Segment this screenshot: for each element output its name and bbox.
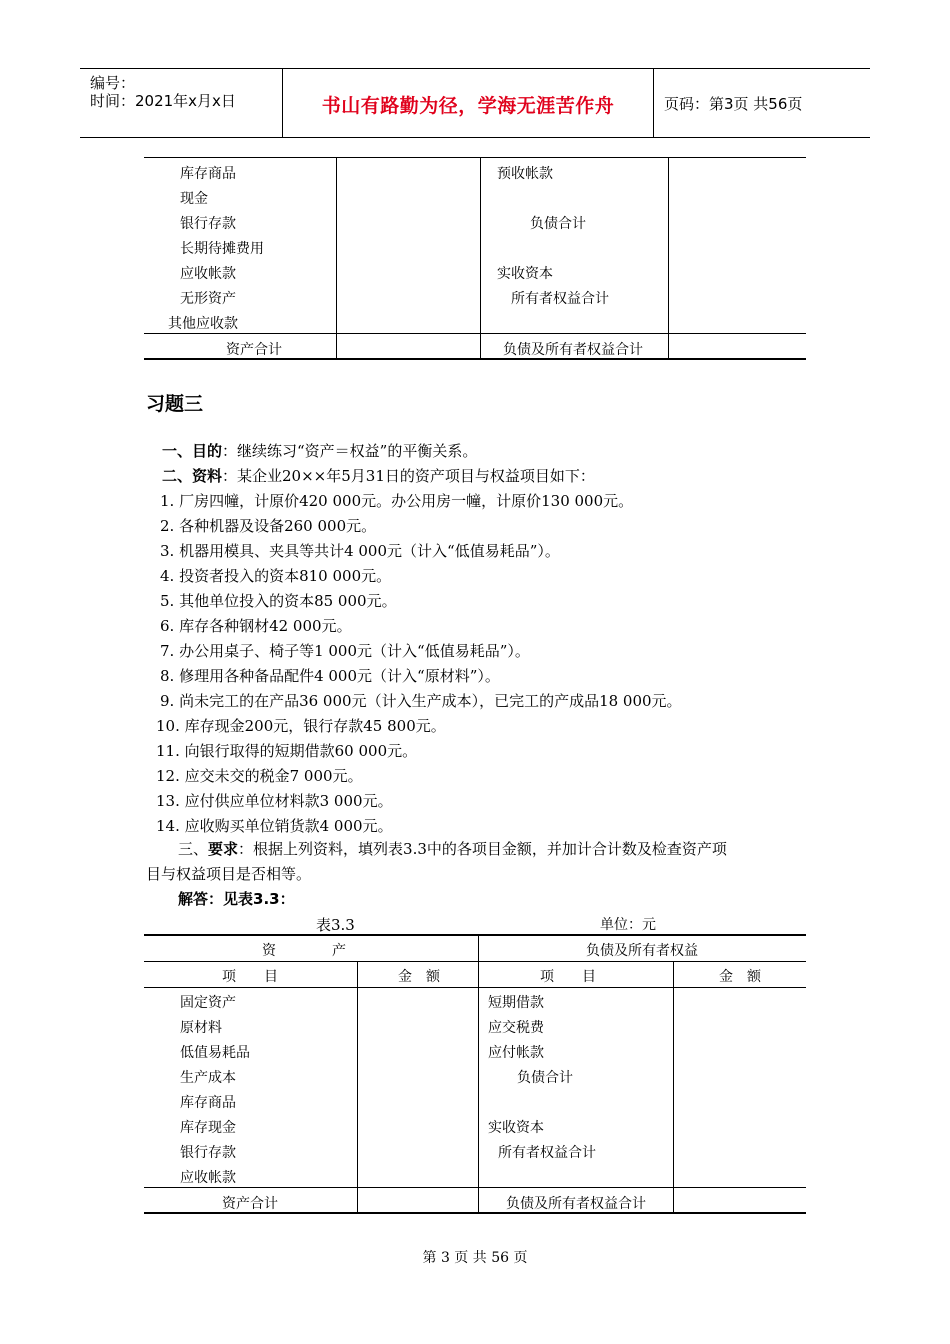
- requirement-label: 要求: [208, 840, 239, 858]
- equity-item: 实收资本: [497, 266, 553, 282]
- material-text: ：某企业20××年5月31日的资产项目与权益项目如下：: [222, 467, 595, 485]
- motto: 书山有路勤为径，学海无涯苦作舟: [321, 95, 615, 117]
- requirement-prefix: 三、: [178, 840, 209, 858]
- list-item: 10. 库存现金200元，银行存款45 800元。: [156, 717, 446, 735]
- table-divider: [673, 961, 674, 1213]
- table-caption: 表3.3: [316, 916, 355, 934]
- table-divider: [357, 961, 358, 1213]
- equity-item: 实收资本: [488, 1120, 544, 1136]
- purpose-label: 一、目的: [162, 442, 223, 460]
- time-label: 时间：2021年x月x日: [90, 92, 236, 110]
- equity-total-label: 负债及所有者权益合计: [506, 1196, 646, 1212]
- purpose-paragraph: [162, 440, 477, 461]
- requirement-text: ：根据上列资料，填列表3.3中的各项目金额，并加计合计数及检查资产项: [238, 840, 727, 858]
- equity-item: 应交税费: [488, 1020, 544, 1036]
- table-divider: [336, 157, 337, 359]
- asset-item: 无形资产: [180, 291, 236, 307]
- list-item: 6. 库存各种钢材42 000元。: [160, 617, 352, 635]
- page-header: [80, 68, 870, 138]
- asset-item: 库存商品: [180, 1095, 236, 1111]
- equity-item: 所有者权益合计: [511, 291, 609, 307]
- list-item: 5. 其他单位投入的资本85 000元。: [160, 592, 397, 610]
- list-item: 7. 办公用桌子、椅子等1 000元（计入“低值易耗品”）。: [160, 642, 530, 660]
- list-item: 1. 厂房四幢，计原价420 000元。办公用房一幢，计原价130 000元。: [160, 492, 634, 510]
- col-amount-header: 金 额: [719, 969, 761, 985]
- requirement-paragraph: [178, 838, 727, 859]
- asset-item: 银行存款: [180, 216, 236, 232]
- table-subheader-rule: [144, 987, 806, 988]
- table-total-rule: [144, 1187, 806, 1188]
- asset-item: 银行存款: [180, 1145, 236, 1161]
- answer-label: 解答：见表3.3：: [178, 890, 295, 908]
- asset-item: 现金: [180, 191, 208, 207]
- asset-item: 应收帐款: [180, 1170, 236, 1186]
- table-header-rule: [144, 961, 806, 962]
- col-item-header: 项 目: [540, 969, 596, 985]
- asset-item: 固定资产: [180, 995, 236, 1011]
- asset-total-label: 资产合计: [222, 1196, 278, 1212]
- asset-item: 应收帐款: [180, 266, 236, 282]
- material-label: 二、资料: [162, 467, 223, 485]
- requirement-text-cont: 目与权益项目是否相等。: [146, 865, 312, 883]
- asset-item: 库存商品: [180, 166, 236, 182]
- table-unit: 单位：元: [600, 917, 656, 933]
- table-divider: [480, 157, 481, 359]
- col-amount-header: 金 额: [398, 969, 440, 985]
- table-top-rule: [144, 934, 806, 936]
- equity-item: 所有者权益合计: [498, 1145, 596, 1161]
- table-divider: [668, 157, 669, 359]
- asset-total-label: 资产合计: [226, 342, 282, 358]
- header-meta: [80, 69, 283, 137]
- asset-item: 原材料: [180, 1020, 222, 1036]
- table-top-rule: [144, 157, 806, 158]
- equity-item: 应付帐款: [488, 1045, 544, 1061]
- list-item: 13. 应付供应单位材料款3 000元。: [156, 792, 393, 810]
- list-item: 12. 应交未交的税金7 000元。: [156, 767, 363, 785]
- list-item: 14. 应收购买单位销货款4 000元。: [156, 817, 393, 835]
- header-motto-cell: [283, 69, 654, 137]
- page-footer: 第 3 页 共 56 页: [422, 1250, 528, 1266]
- number-label: 编号：: [90, 74, 136, 92]
- asset-item: 生产成本: [180, 1070, 236, 1086]
- page-label: 页码：第3页 共56页: [664, 95, 803, 113]
- equity-item: 短期借款: [488, 995, 544, 1011]
- purpose-text: ：继续练习“资产＝权益”的平衡关系。: [222, 442, 478, 460]
- material-paragraph: [162, 465, 595, 486]
- asset-item: 长期待摊费用: [180, 241, 264, 257]
- assets-header: 资 产: [262, 943, 346, 959]
- equity-item: 预收帐款: [497, 166, 553, 182]
- list-item: 8. 修理用各种备品配件4 000元（计入“原材料”）。: [160, 667, 500, 685]
- section-title: 习题三: [146, 393, 204, 415]
- asset-item: 库存现金: [180, 1120, 236, 1136]
- equity-item: 负债合计: [530, 216, 586, 232]
- header-page-cell: [654, 69, 870, 137]
- list-item: 2. 各种机器及设备260 000元。: [160, 517, 377, 535]
- equity-item: 负债合计: [517, 1070, 573, 1086]
- equity-header: 负债及所有者权益: [586, 943, 698, 959]
- asset-item: 低值易耗品: [180, 1045, 250, 1061]
- table-total-rule: [144, 333, 806, 334]
- list-item: 3. 机器用模具、夹具等共计4 000元（计入“低值易耗品”）。: [160, 542, 560, 560]
- table-divider: [478, 935, 479, 1213]
- asset-item: 其他应收款: [168, 316, 238, 332]
- equity-total-label: 负债及所有者权益合计: [503, 342, 643, 358]
- col-item-header: 项 目: [222, 969, 278, 985]
- list-item: 9. 尚未完工的在产品36 000元（计入生产成本），已完工的产成品18 000元。: [160, 692, 682, 710]
- list-item: 4. 投资者投入的资本810 000元。: [160, 567, 392, 585]
- list-item: 11. 向银行取得的短期借款60 000元。: [156, 742, 418, 760]
